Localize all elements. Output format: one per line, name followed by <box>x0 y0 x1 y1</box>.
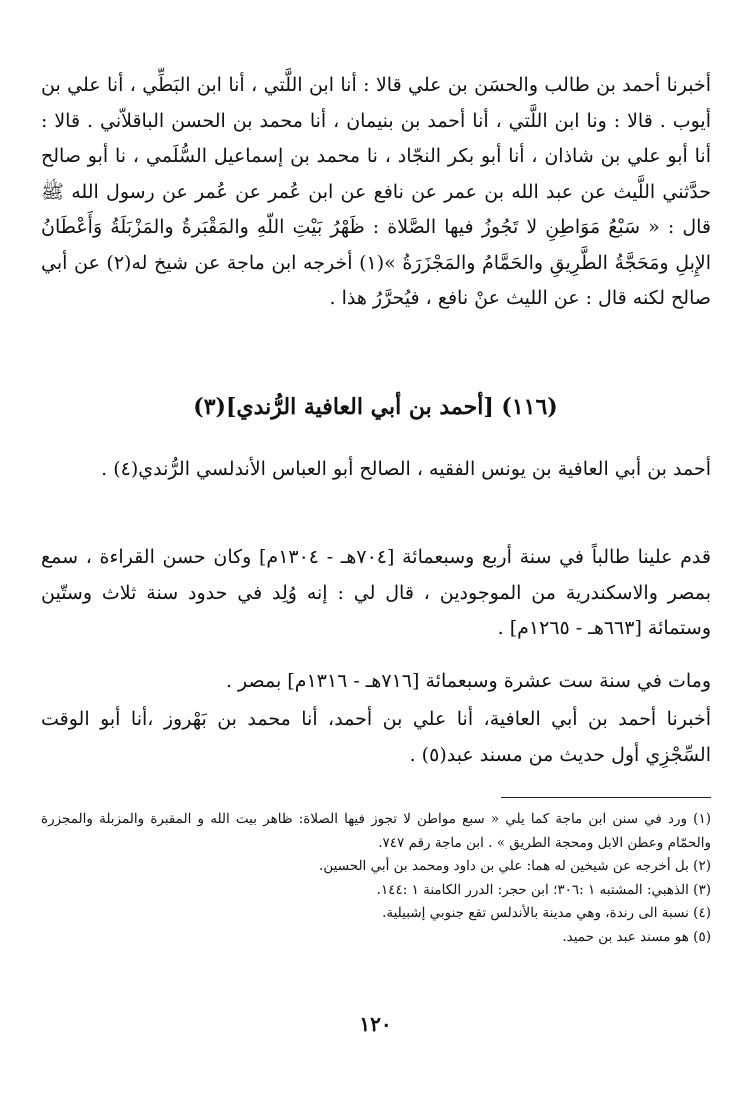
paragraph-hadith-chain: أخبرنا أحمد بن طالب والحسَن بن علي قالا : أنا ابن اللَّتي ، أنا ابن البَطِّي ، أنا علي بن أيوب . قالا : ونا ابن اللَّتي ، أنا أحمد بن بنيمان ، أنا محمد بن الحسن الباقلاّني . قالا : أنا أبو علي بن شاذان ، أنا أبو بكر النجّاد ، نا محمد بن إسماعيل السُّلَمي ، نا أبو صالح حدَّثني اللَّيث عن عبد الله بن عمر عن نافع عن ابن عُمر عن عُمر عن رسول الله ﷺ قال : « سَبْعُ مَوَاطِنِ لا تَجُوزُ فيها الصَّلاة : ظَهْرُ بَيْتِ اللّهِ والمَقْبَرةُ والمَزْبَلَةُ وَأَعْطَانُ الإِبلِ ومَحَجَّةُ الطَّرِيقِ والحَمَّامُ والمَجْزَرَةُ »(١) أخرجه ابن ماجة عن شيخ له(٢) عن أبي صالح لكنه قال : عن الليث عنْ نافع ، فيُحرَّرُ هذا . <box>41 74 711 309</box>
footnote-5: (٥) هو مسند عبد بن حميد. <box>562 928 711 945</box>
section-heading: (١١٦) [أحمد بن أبي العافية الرُّندي](٣) <box>193 394 558 420</box>
paragraph-biography-death: ومات في سنة ست عشرة وسبعمائة [٧١٦هـ - ١٣١٦م] بمصر . <box>225 670 711 692</box>
paragraph-narration: أخبرنا أحمد بن أبي العافية، أنا علي بن أحمد، أنا محمد بن بَهْروز ،أنا أبو الوقت السِّجْزِي أول حديث من مسند عبد(٥) . <box>41 708 711 766</box>
footnote-4: (٤) نسبة الى رندة، وهي مدينة بالأندلس تقع جنوبي إشبيلية. <box>382 905 711 921</box>
footnote-1: (١) ورد في سنن ابن ماجة كما يلي « سبع مواطن لا تجوز فيها الصلاة: ظاهر بيت الله و المقبرة والمزبلة والمجزرة والحمّام وعطن الابل ومحجة الطريق » . ابن ماجة رقم ٧٤٧. <box>41 811 711 851</box>
footnote-3: (٣) الذهبي: المشتبه ١ :٣٠٦؛ ابن حجر: الدرر الكامنة ١ :١٤٤. <box>376 881 711 898</box>
paragraph-biography-arrival: قدم علينا طالباً في سنة أربع وسبعمائة [٧٠٤هـ - ١٣٠٤م] وكان حسن القراءة ، سمع بمصر والاسكندرية من الموجودين ، قال لي : إنه وُلِد في حدود سنة ثلاث وستّين وستمائة [٦٦٣هـ - ١٢٦٥م] . <box>41 546 711 639</box>
paragraph-biography-name: أحمد بن أبي العافية بن يونس الفقيه ، الصالح أبو العباس الأندلسي الرُّندي(٤) . <box>101 458 711 480</box>
footnote-divider <box>501 797 711 798</box>
footnotes-list <box>41 808 711 949</box>
footnote-2: (٢) بل أخرجه عن شيخين له هما: علي بن داود ومحمد بن أبي الحسين. <box>319 858 711 874</box>
page-number: ١٢٠ <box>359 1012 392 1036</box>
